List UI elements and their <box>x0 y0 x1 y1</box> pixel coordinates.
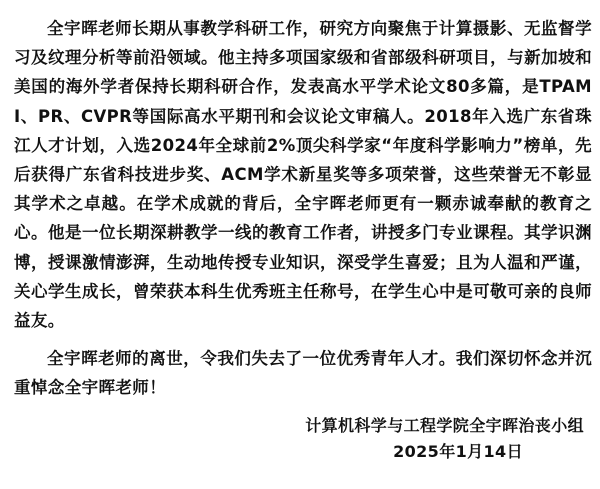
paragraph-condolence: 全宇晖老师的离世，令我们失去了一位优秀青年人才。我们深切怀念并沉重悼念全宇晖老师！ <box>14 349 592 398</box>
signature-date: 2025年1月14日 <box>393 442 523 461</box>
signature-block <box>305 413 584 465</box>
paragraph-biography: 全宇晖老师长期从事教学科研工作，研究方向聚焦于计算摄影、无监督学习及纹理分析等前沿领域。他主持多项国家级和省部级科研项目，与新加坡和美国的海外学者保持长期科研合作，发表高水平学术论文80多篇，是TPAMI、PR、CVPR等国际高水平期刊和会议论文审稿人。2018年入选广东省珠江人才计划，入选2024年全球前2%顶尖科学家“年度科学影响力”榜单，先后获得广东省科技进步奖、ACM学术新星奖等多项荣誉，这些荣誉无不彰显其学术之卓越。在学术成就的背后，全宇晖老师更有一颗赤诚奉献的教育之心。他是一位长期深耕教学一线的教育工作者，讲授多门专业课程。其学识渊博，授课激情澎湃，生动地传授专业知识，深受学生喜爱；且为人温和严谨，关心学生成长，曾荣获本科生优秀班主任称号，在学生心中是可敬可亲的良师益友。 <box>14 19 592 331</box>
signature-organization: 计算机科学与工程学院全宇晖治丧小组 <box>305 416 584 435</box>
